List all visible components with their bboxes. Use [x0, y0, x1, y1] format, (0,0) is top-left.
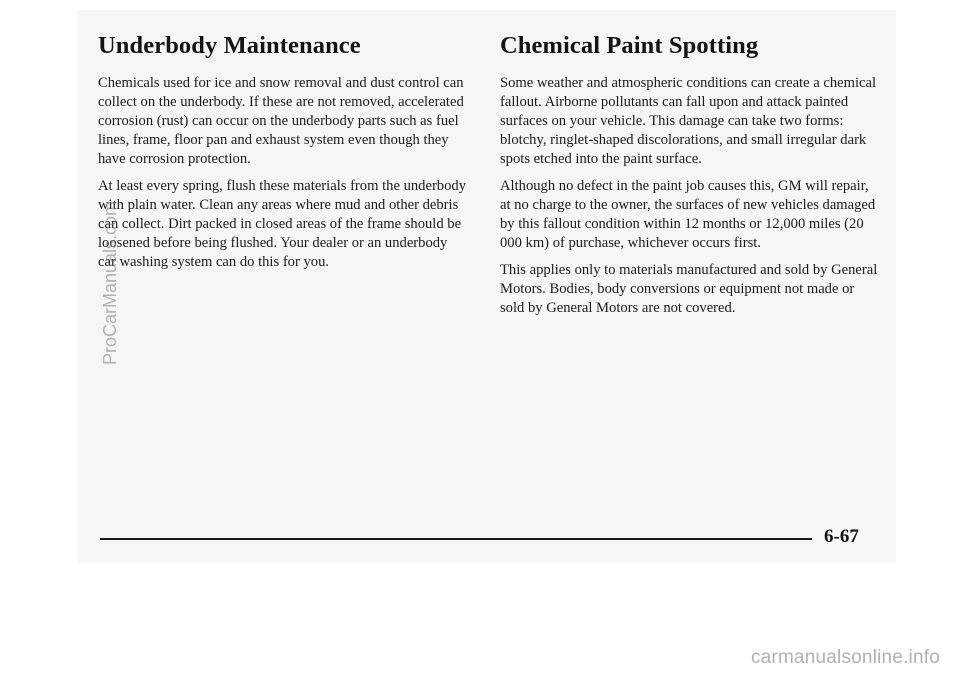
section-underbody-maintenance	[98, 32, 466, 280]
section-title: Chemical Paint Spotting	[500, 32, 759, 59]
footer-rule	[100, 538, 812, 540]
side-watermark: ProCarManuals.com	[100, 200, 120, 365]
paragraph: At least every spring, flush these materials from the underbody with plain water. Clean any areas where mud and other debris can collect. Dirt packed in closed areas of the frame should be loosened before being flushed. Your dealer or an underbody car washing system can do this for you.	[98, 178, 466, 270]
manual-page	[78, 10, 896, 563]
section-chemical-paint-spotting	[500, 32, 880, 326]
paragraph: Chemicals used for ice and snow removal and dust control can collect on the underbody. If these are not removed, accelerated corrosion (rust) can occur on the underbody parts such as fuel lines, frame, floor pan and exhaust system even though they have corrosion protection.	[98, 75, 464, 167]
paragraph: Although no defect in the paint job causes this, GM will repair, at no charge to the owner, the surfaces of new vehicles damaged by this fallout condition within 12 months or 12,000 miles (20 000 km) of purchase, whichever occurs first.	[500, 178, 876, 251]
section-title: Underbody Maintenance	[98, 32, 361, 59]
site-watermark: carmanualsonline.info	[750, 647, 940, 668]
paragraph: Some weather and atmospheric conditions can create a chemical fallout. Airborne pollutants can fall upon and attack painted surfaces on your vehicle. This damage can take two forms: blotchy, ringlet-shaped discolorations, and small irregular dark spots etched into the paint surface.	[500, 75, 877, 167]
paragraph: This applies only to materials manufactured and sold by General Motors. Bodies, body conversions or equipment not made or sold by General Motors are not covered.	[500, 262, 878, 316]
page-number: 6-67	[824, 526, 859, 547]
